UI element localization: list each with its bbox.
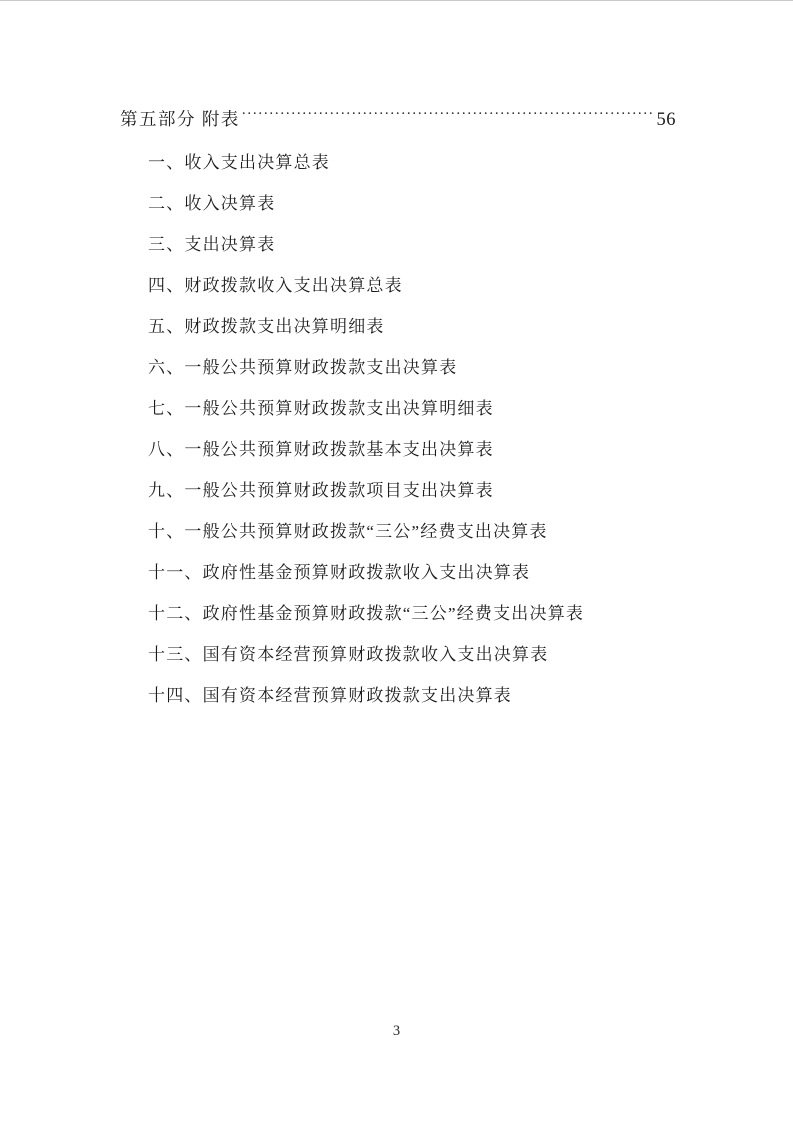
toc-item [148, 304, 668, 345]
toc-item [148, 181, 668, 222]
toc-item [148, 509, 668, 550]
toc-section-page-number: 56 [656, 110, 676, 130]
toc-item-label: 二、收入决算表 [148, 194, 276, 213]
toc-item-label: 四、财政拨款收入支出决算总表 [148, 276, 403, 295]
toc-item-list [148, 140, 668, 714]
toc-item-label: 三、支出决算表 [148, 235, 276, 254]
toc-item-label: 十四、国有资本经营预算财政拨款支出决算表 [148, 686, 512, 705]
toc-section-heading [120, 103, 676, 133]
toc-item [148, 550, 668, 591]
toc-item-label: 一、收入支出决算总表 [148, 153, 330, 172]
toc-item [148, 222, 668, 263]
toc-item [148, 591, 668, 632]
toc-dot-leader [242, 103, 652, 125]
toc-item [148, 140, 668, 181]
toc-item-label: 九、一般公共预算财政拨款项目支出决算表 [148, 481, 494, 500]
toc-item [148, 673, 668, 714]
toc-item [148, 468, 668, 509]
toc-item-label: 十二、政府性基金预算财政拨款“三公”经费支出决算表 [148, 604, 585, 623]
footer-page-number: 3 [392, 1023, 401, 1039]
scan-edge-artifact [0, 0, 793, 1]
toc-item-label: 五、财政拨款支出决算明细表 [148, 317, 385, 336]
toc-item [148, 263, 668, 304]
toc-item [148, 427, 668, 468]
toc-item-label: 七、一般公共预算财政拨款支出决算明细表 [148, 399, 494, 418]
toc-item-label: 六、一般公共预算财政拨款支出决算表 [148, 358, 458, 377]
toc-item [148, 632, 668, 673]
toc-section-title: 第五部分 附表 [120, 109, 240, 129]
toc-item-label: 十、一般公共预算财政拨款“三公”经费支出决算表 [148, 522, 548, 541]
toc-item-label: 十一、政府性基金预算财政拨款收入支出决算表 [148, 563, 531, 582]
toc-item-label: 八、一般公共预算财政拨款基本支出决算表 [148, 440, 494, 459]
toc-item [148, 386, 668, 427]
toc-item-label: 十三、国有资本经营预算财政拨款收入支出决算表 [148, 645, 549, 664]
toc-item [148, 345, 668, 386]
